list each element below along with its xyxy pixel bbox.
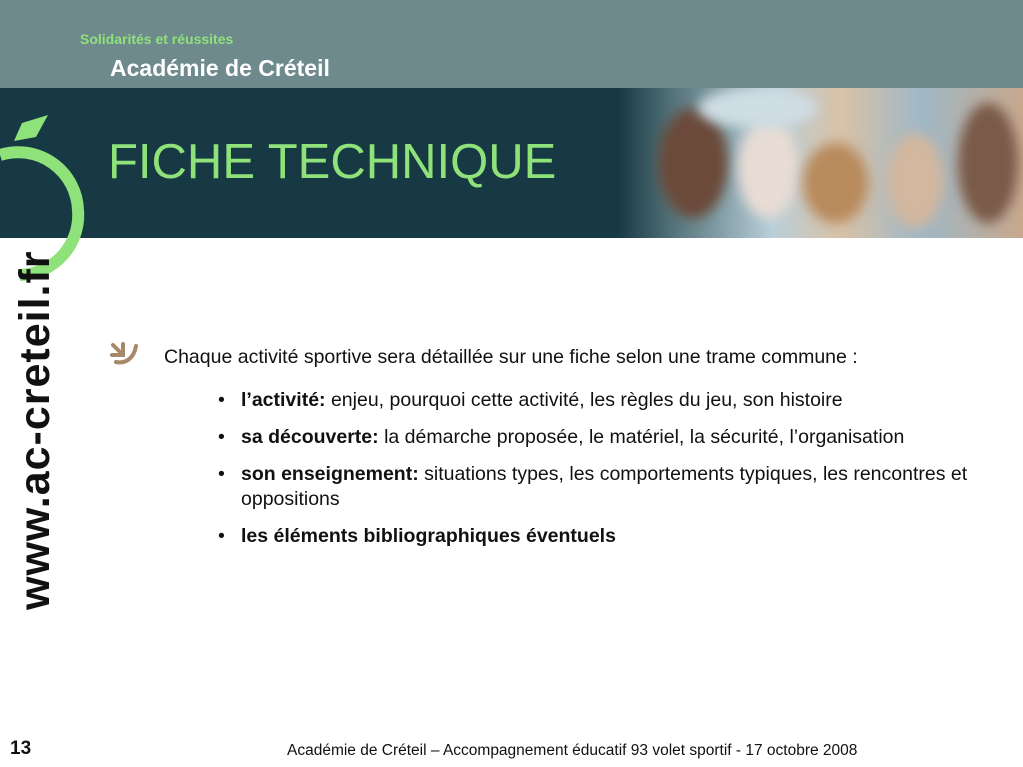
bullet-term: l’activité: bbox=[241, 389, 326, 411]
sidebar-url: www.ac-creteil.fr bbox=[11, 250, 59, 610]
bullet-term: sa découverte: bbox=[241, 426, 379, 448]
list-item: • l’activité: enjeu, pourquoi cette activité, les règles du jeu, son histoire bbox=[218, 389, 843, 411]
arrow-bullet-icon bbox=[110, 340, 140, 366]
page-number: 13 bbox=[10, 738, 32, 759]
bullet-desc: situations types, les comportements typiques, les rencontres et oppositions bbox=[241, 463, 968, 510]
footer-text: Académie de Créteil – Accompagnement éducatif 93 volet sportif - 17 octobre 2008 bbox=[287, 742, 858, 759]
bullet-desc: enjeu, pourquoi cette activité, les règles du jeu, son histoire bbox=[325, 389, 843, 411]
header-subtitle: Solidarités et réussites bbox=[80, 31, 234, 47]
list-item: • sa découverte: la démarche proposée, le matériel, la sécurité, l’organisation bbox=[218, 426, 905, 448]
list-item: • les éléments bibliographiques éventuels bbox=[218, 525, 616, 547]
header-bar bbox=[0, 0, 1023, 88]
list-item: • son enseignement: situations types, les comportements typiques, les rencontres et oppositions bbox=[218, 463, 968, 510]
intro-text: Chaque activité sportive sera détaillée sur une fiche selon une trame commune : bbox=[164, 346, 858, 368]
bullet-term: les éléments bibliographiques éventuels bbox=[241, 525, 616, 547]
banner-photo bbox=[618, 88, 1023, 238]
slide-title: FICHE TECHNIQUE bbox=[108, 135, 557, 189]
header-academy-title: Académie de Créteil bbox=[110, 55, 330, 81]
bullet-term: son enseignement: bbox=[241, 463, 419, 485]
bullet-desc: la démarche proposée, le matériel, la sécurité, l’organisation bbox=[378, 426, 905, 448]
bullet-list bbox=[218, 388, 998, 561]
